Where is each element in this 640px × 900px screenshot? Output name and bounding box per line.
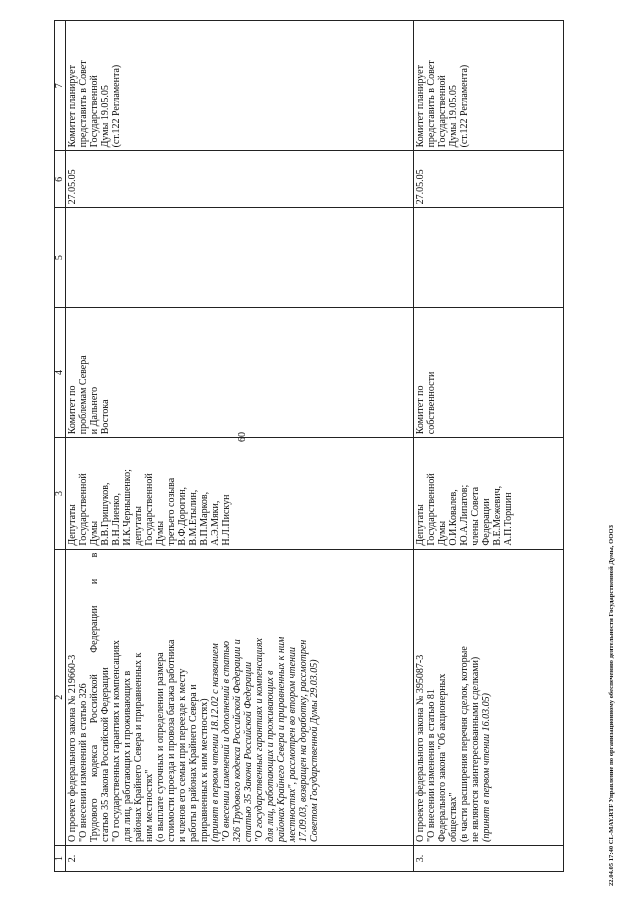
column-header-7: 7 bbox=[55, 21, 66, 151]
bill-description-cell bbox=[66, 549, 414, 845]
bill-title-line: обществах" bbox=[448, 792, 459, 842]
bill-history-line: Советом Государственной Думы 29.03.05) bbox=[309, 659, 320, 842]
document-footer: 22.04.05 17:40 CL-MAY.RTF Управление по организационному обеспечению деятельности Государственной Думы, ОООЗ bbox=[608, 525, 615, 886]
committee-line: Комитет по bbox=[415, 385, 426, 435]
bill-history-line: районах Крайнего Севера и приравненных к ним bbox=[276, 636, 287, 842]
author-line: Думы bbox=[155, 520, 166, 546]
bill-title-line: для лиц, работающих и проживающих в bbox=[122, 670, 133, 842]
column-number-header-row bbox=[55, 21, 66, 872]
column-header-3: 3 bbox=[55, 438, 66, 549]
column-header-4: 4 bbox=[55, 307, 66, 437]
bill-note-line: и членов его семьи при переезде к месту bbox=[177, 668, 188, 842]
column-header-1: 1 bbox=[55, 845, 66, 871]
bill-history-line: (принят в первом чтении 16.03.05) bbox=[481, 693, 492, 842]
bill-note-line: (о выплате суточных и определении размера bbox=[155, 652, 166, 842]
author-line: депутаты bbox=[133, 506, 144, 546]
committee-line: Комитет по bbox=[67, 385, 78, 435]
bill-note-line: приравненных к ним местностях) bbox=[199, 698, 210, 842]
date-cell: 27.05.05 bbox=[414, 151, 564, 208]
committee-line: проблемам Севера bbox=[78, 355, 89, 435]
committee-cell bbox=[414, 307, 564, 437]
author-line: И.К.Чернышенко; bbox=[122, 469, 133, 546]
bill-title-line: Федерального закона "Об акционерных bbox=[437, 673, 448, 842]
table-row bbox=[414, 21, 564, 872]
row-number: 3. bbox=[414, 845, 564, 871]
bill-title-line: О проекте федерального закона № 219660-3 bbox=[67, 654, 78, 842]
author-line: Ю.А.Липатов; bbox=[459, 484, 470, 546]
authors-cell bbox=[66, 438, 414, 549]
page-number: 60 bbox=[237, 432, 248, 442]
bill-title-line: ним местностях" bbox=[144, 769, 155, 842]
note-line: Государственной bbox=[89, 75, 100, 148]
author-line: Государственной bbox=[144, 473, 155, 546]
bill-note-line: работы в районах Крайнего Севера и bbox=[188, 684, 199, 842]
column-header-5: 5 bbox=[55, 208, 66, 308]
bill-note-line: стоимости проезда и провоза багажа работника bbox=[166, 639, 177, 842]
legislation-table bbox=[54, 20, 564, 872]
bill-title-line: "О внесении изменений в статью 326 bbox=[78, 683, 89, 842]
author-line: В.М.Етылин, bbox=[188, 489, 199, 546]
bill-title-line: "О внесении изменения в статью 81 bbox=[426, 689, 437, 842]
committee-line: Востока bbox=[100, 399, 111, 435]
date-cell: 27.05.05 bbox=[66, 151, 414, 208]
author-line: О.И.Ковалев, bbox=[448, 489, 459, 546]
note-line: представить в Совет bbox=[78, 60, 89, 148]
rotated-document-page bbox=[54, 20, 574, 872]
author-line: Государственной bbox=[426, 473, 437, 546]
author-line: Государственной bbox=[78, 473, 89, 546]
bill-history-line: (принят в первом чтении 18.12.02 с названием bbox=[210, 643, 221, 842]
note-cell bbox=[414, 21, 564, 151]
bill-title-line: "О государственных гарантиях и компенсациях bbox=[111, 640, 122, 842]
bill-title-line: статью 35 Закона Российской Федерации bbox=[100, 667, 111, 842]
author-line: В.Ф.Дорогин, bbox=[177, 486, 188, 546]
bill-history-line: для лиц, работающих и проживающих в bbox=[265, 670, 276, 842]
column-5-cell bbox=[414, 208, 564, 308]
author-line: В.Е.Межевич, bbox=[492, 485, 503, 546]
note-line: представить в Совет bbox=[426, 60, 437, 148]
bill-history-line: 17.09.03, возвращен на доработку, рассмотрен bbox=[298, 639, 309, 842]
column-header-2: 2 bbox=[55, 549, 66, 845]
author-line: Думы bbox=[89, 520, 100, 546]
note-line: Думы 19.05.05 bbox=[100, 85, 111, 148]
author-line: В.В.Гришуков, bbox=[100, 482, 111, 546]
author-line: Н.Л.Пискун bbox=[221, 494, 232, 546]
bill-history-line: местностях", рассмотрен во втором чтении bbox=[287, 647, 298, 842]
note-line: Государственной bbox=[437, 75, 448, 148]
bill-title-line: О проекте федерального закона № 395087-3 bbox=[415, 654, 426, 842]
committee-line: и Дальнего bbox=[89, 386, 100, 435]
bill-history-line: 326 Трудового кодекса Российской Федерации и bbox=[232, 639, 243, 842]
author-line: Думы bbox=[437, 520, 448, 546]
author-line: Депутаты bbox=[415, 504, 426, 546]
author-line: третьего созыва bbox=[166, 477, 177, 546]
note-line: (ст.122 Регламента) bbox=[111, 64, 122, 148]
committee-cell bbox=[66, 307, 414, 437]
note-line: Комитет планирует bbox=[415, 65, 426, 148]
table-row bbox=[66, 21, 414, 872]
note-line: Комитет планирует bbox=[67, 65, 78, 148]
note-line: Думы 19.05.05 bbox=[448, 85, 459, 148]
author-line: Депутаты bbox=[67, 504, 78, 546]
authors-cell bbox=[414, 438, 564, 549]
column-header-6: 6 bbox=[55, 151, 66, 208]
author-line: А.П.Торшин bbox=[503, 492, 514, 546]
bill-note-line: (в части расширения перечня сделок, которые bbox=[459, 646, 470, 842]
bill-title-line: Трудового кодекса Российской Федерации и в bbox=[89, 552, 100, 842]
author-line: члены Совета bbox=[470, 486, 481, 546]
bill-history-line: статью 35 Закона Российской Федерации bbox=[243, 661, 254, 842]
bill-history-line: "О государственных гарантиях и компенсациях bbox=[254, 638, 265, 842]
row-number: 2. bbox=[66, 845, 414, 871]
note-cell bbox=[66, 21, 414, 151]
bill-history-line: "О внесении изменений и дополнений в статью bbox=[221, 640, 232, 842]
author-line: Федерации bbox=[481, 498, 492, 546]
author-line: А.Э.Мяки, bbox=[210, 500, 221, 546]
author-line: В.Н.Лиенко, bbox=[111, 492, 122, 546]
bill-title-line: районах Крайнего Севера и приравненных к bbox=[133, 652, 144, 842]
bill-description-cell bbox=[414, 549, 564, 845]
note-line: (ст.122 Регламента) bbox=[459, 64, 470, 148]
bill-note-line: не являются заинтересованными сделками) bbox=[470, 656, 481, 842]
column-5-cell bbox=[66, 208, 414, 308]
author-line: В.П.Марков, bbox=[199, 491, 210, 546]
committee-line: собственности bbox=[426, 371, 437, 435]
